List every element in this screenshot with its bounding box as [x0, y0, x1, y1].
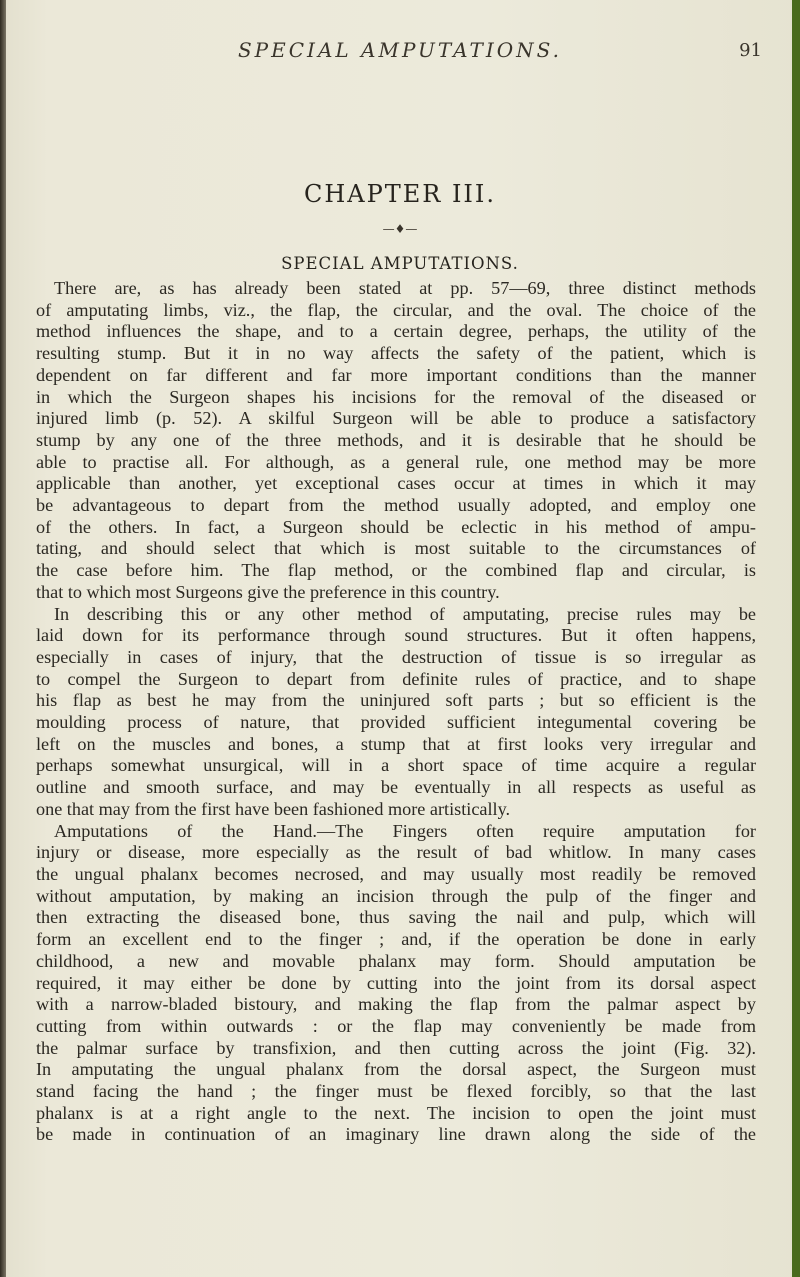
text-line: that to which most Surgeons give the preference in this country.	[36, 581, 500, 602]
chapter-title: CHAPTER III.	[303, 180, 497, 208]
text-line: his flap as best he may from the uninjured soft parts ; but so efficient is the	[36, 690, 756, 711]
running-head: SPECIAL AMPUTATIONS.	[237, 38, 562, 62]
text-line: without amputation, by making an incision through the pulp of the finger and	[36, 885, 756, 906]
text-line: cutting from within outwards : or the flap may conveniently be made from	[36, 1015, 756, 1036]
ornament-rule: —♦—	[382, 222, 418, 236]
text-line: There are, as has already been stated at pp. 57—69, three distinct methods	[54, 278, 756, 298]
text-line: the palmar surface by transfixion, and then cutting across the joint (Fig. 32).	[36, 1037, 756, 1058]
text-line: one that may from the first have been fashioned more artistically.	[36, 798, 511, 819]
text-line: be advantageous to depart from the method usually adopted, and employ one	[36, 495, 756, 516]
text-line: In describing this or any other method of amputating, precise rules may be	[54, 603, 756, 624]
text-line: method influences the shape, and to a certain degree, perhaps, the utility of the	[36, 321, 756, 342]
body-text	[36, 278, 756, 1146]
text-line: stand facing the hand ; the finger must be flexed forcibly, so that the last	[36, 1081, 756, 1102]
text-line: injury or disease, more especially as the result of bad whitlow. In many cases	[36, 842, 756, 863]
text-line: moulding process of nature, that provided sufficient integumental covering be	[36, 712, 756, 733]
text-line: the ungual phalanx becomes necrosed, and may usually most readily be removed	[36, 863, 756, 884]
text-line: Amputations of the Hand.—The Fingers often require amputation for	[54, 820, 756, 841]
text-line: childhood, a new and movable phalanx may form. Should amputation be	[36, 950, 756, 971]
text-line: then extracting the diseased bone, thus saving the nail and pulp, which will	[36, 907, 756, 928]
page-number: 91	[739, 40, 762, 61]
text-line: perhaps somewhat unsurgical, will in a short space of time acquire a regular	[36, 755, 756, 776]
text-line: form an excellent end to the finger ; and, if the operation be done in early	[36, 929, 756, 950]
text-line: of amputating limbs, viz., the flap, the circular, and the oval. The choice of the	[36, 299, 756, 320]
text-line: especially in cases of injury, that the destruction of tissue is so irregular as	[36, 646, 756, 667]
text-line: to compel the Surgeon to depart from definite rules of practice, and to shape	[36, 668, 756, 689]
text-line: with a narrow-bladed bistoury, and making the flap from the palmar aspect by	[36, 994, 756, 1015]
text-line: injured limb (p. 52). A skilful Surgeon will be able to produce a satisfactory	[36, 408, 756, 429]
section-title: SPECIAL AMPUTATIONS.	[281, 254, 519, 273]
text-line: phalanx is at a right angle to the next. The incision to open the joint must	[36, 1102, 756, 1123]
text-line: stump by any one of the three methods, and it is desirable that he should be	[36, 429, 756, 450]
text-line: be made in continuation of an imaginary line drawn along the side of the	[36, 1124, 756, 1145]
text-line: dependent on far different and far more important conditions than the manner	[36, 364, 756, 385]
text-line: applicable than another, yet exceptional cases occur at times in which it may	[36, 473, 756, 494]
text-line: able to practise all. For although, as a general rule, one method may be more	[36, 451, 756, 472]
text-line: In amputating the ungual phalanx from the dorsal aspect, the Surgeon must	[36, 1059, 756, 1080]
text-line: left on the muscles and bones, a stump that at first looks very irregular and	[36, 733, 756, 754]
text-line: required, it may either be done by cutting into the joint from its dorsal aspect	[36, 972, 756, 993]
text-line: the case before him. The flap method, or the combined flap and circular, is	[36, 560, 756, 581]
text-line: resulting stump. But it in no way affects the safety of the patient, which is	[36, 343, 756, 364]
text-line: in which the Surgeon shapes his incisions for the removal of the diseased or	[36, 386, 756, 407]
text-line: laid down for its performance through sound structures. But it often happens,	[36, 625, 756, 646]
text-line: of the others. In fact, a Surgeon should be eclectic in his method of ampu-	[36, 516, 756, 537]
text-line: outline and smooth surface, and may be eventually in all respects as useful as	[36, 777, 756, 798]
text-line: tating, and should select that which is most suitable to the circumstances of	[36, 538, 756, 559]
